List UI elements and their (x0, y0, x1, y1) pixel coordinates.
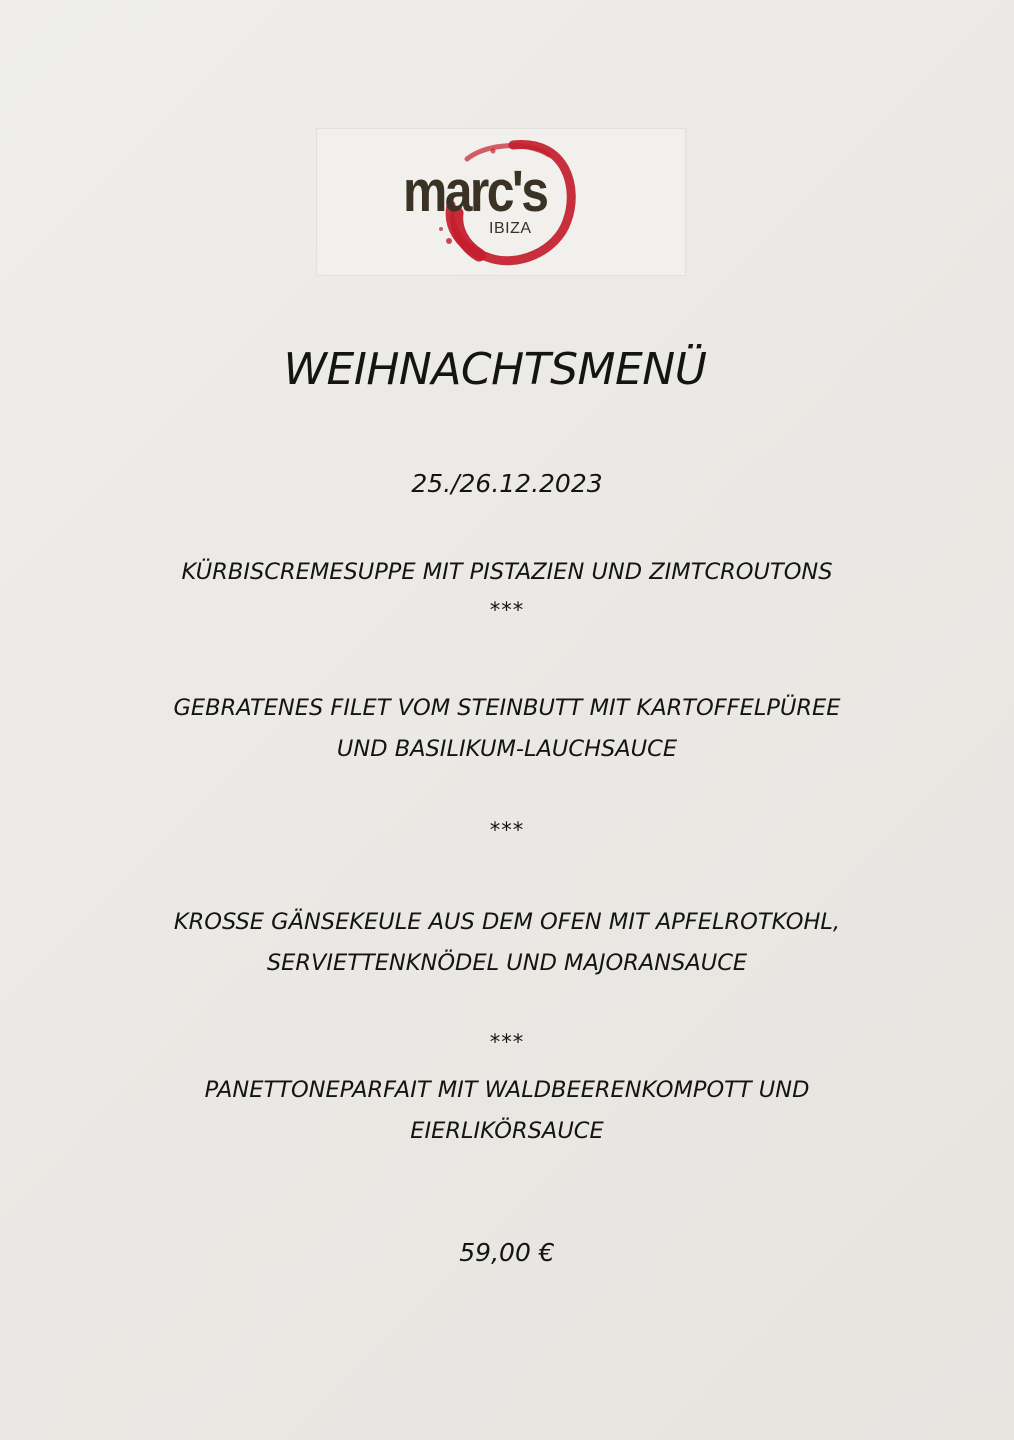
course-3 (0, 902, 1014, 984)
course-2 (0, 688, 1014, 770)
logo-subline: IBIZA (489, 220, 532, 237)
menu-title: WEIHNACHTSMENÜ (283, 344, 707, 395)
course-separator: *** (489, 1030, 525, 1054)
course-4-line-1: PANETTONEPARFAIT MIT WALDBEERENKOMPOTT UND (204, 1077, 810, 1103)
course-2-line-2: UND BASILIKUM-LAUCHSAUCE (336, 736, 678, 762)
logo-wordmark: marc's (403, 159, 547, 224)
course-3-line-2: SERVIETTENKNÖDEL UND MAJORANSAUCE (266, 950, 748, 976)
course-1 (0, 552, 1014, 593)
course-1-line-1: KÜRBISCREMESUPPE MIT PISTAZIEN UND ZIMTCROUTONS (181, 559, 833, 585)
course-2-line-1: GEBRATENES FILET VOM STEINBUTT MIT KARTOFFELPÜREE (173, 695, 841, 721)
menu-price: 59,00 € (459, 1238, 555, 1267)
course-separator: *** (489, 598, 525, 622)
restaurant-logo (316, 128, 686, 276)
course-4-line-2: EIERLIKÖRSAUCE (410, 1118, 604, 1144)
course-3-line-1: KROSSE GÄNSEKEULE AUS DEM OFEN MIT APFELROTKOHL, (173, 909, 841, 935)
menu-date: 25./26.12.2023 (411, 469, 603, 498)
course-separator: *** (489, 818, 525, 842)
course-4 (0, 1070, 1014, 1152)
